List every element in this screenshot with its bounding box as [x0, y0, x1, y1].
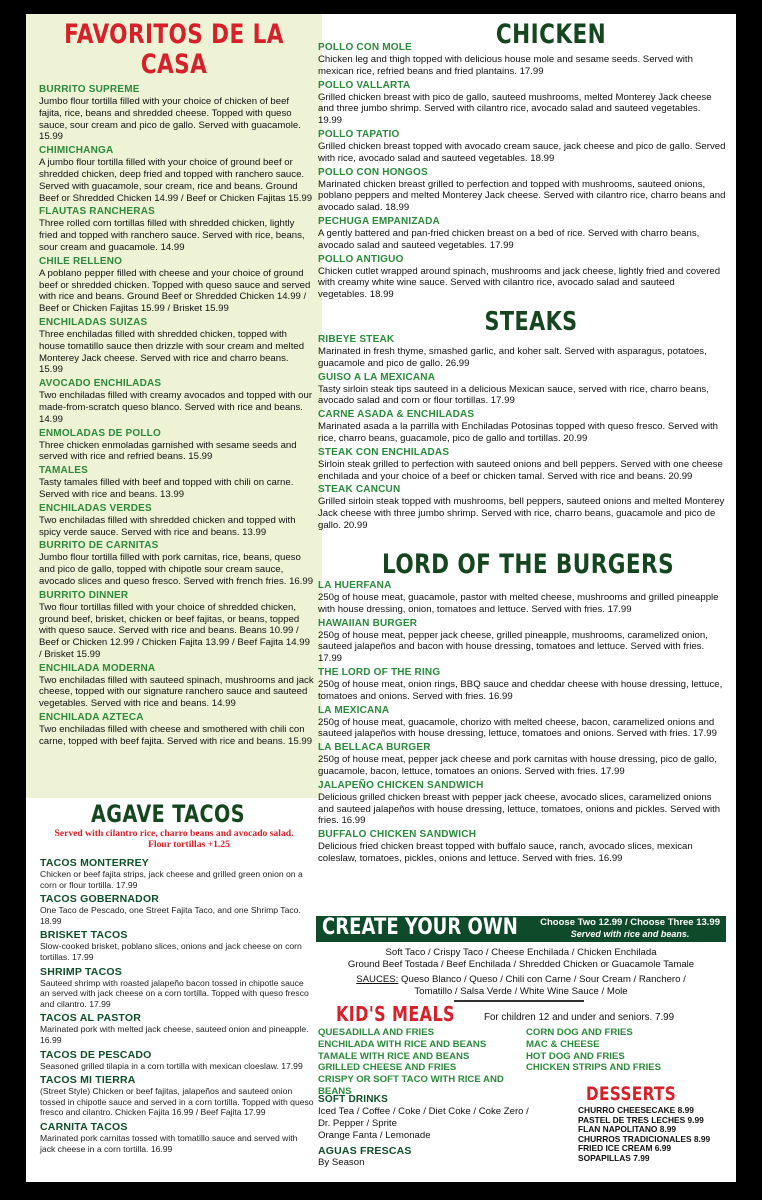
- menu-item: [318, 484, 726, 531]
- create-prices: Choose Two 12.99 / Choose Three 13.99: [540, 917, 720, 928]
- menu-item-description: A jumbo flour tortilla filled with your choice of ground beef or shredded chicken, deep fried and topped with ranchero sauce. Served with guacamole, sour cream, rice and beans. Ground Beef or Shredded Chicken 14.99 / Beef or Chicken Fajitas 15.99: [39, 157, 313, 204]
- drink-line: Dr. Pepper / Sprite: [318, 1117, 397, 1129]
- menu-item-name: CARNE ASADA & ENCHILADAS: [318, 409, 475, 421]
- burgers-title: LORD OF THE BURGERS: [381, 549, 675, 580]
- menu-item: [318, 580, 726, 616]
- dessert-item: FLAN NAPOLITANO 8.99: [578, 1124, 677, 1135]
- create-options-line2: Ground Beef Tostada / Beef Enchilada / Shredded Chicken or Guacamole Tamale: [347, 959, 695, 970]
- menu-item-name: JALAPEÑO CHICKEN SANDWICH: [318, 779, 484, 791]
- menu-item-description: Marinated pork with melted jack cheese, sauteed onion and pineapple. 16.99: [40, 1024, 309, 1045]
- menu-item-name: STEAK CANCUN: [318, 484, 401, 496]
- menu-item: [318, 254, 726, 301]
- menu-item-description: (Street Style) Chicken or beef fajitas, jalapeños and sauteed onion tossed in chipotle sauce and served in a corn tortilla. Topped with queso fresco and cilantro. Chicken Fajita 16.99 / Beef Fajita 17.99: [40, 1086, 314, 1118]
- kids-meal-item: CRISPY OR SOFT TACO WITH RICE AND BEANS: [318, 1074, 504, 1097]
- menu-item-description: Jumbo flour tortilla filled with pork carnitas, rice, beans, queso and pico de gallo, topped with chipotle sour cream sauce, avocado slices and queso fresco. Served with french fries. 16.99: [39, 552, 314, 587]
- menu-item-name: BURRITO DINNER: [39, 589, 129, 601]
- menu-item-description: Grilled chicken breast with pico de gallo, sauteed mushrooms, melted Monterey Jack cheese and three jumbo shrimp. Served with cilantro rice, avocado salad and sauteed vegetables. 19.99: [318, 91, 712, 127]
- menu-item-description: Two enchiladas filled with creamy avocados and topped with our made-from-scratch queso blanco. Served with rice and beans. 14.99: [39, 390, 313, 425]
- menu-item-name: POLLO TAPATIO: [318, 128, 400, 140]
- drink-line: Orange Fanta / Lemonade: [318, 1129, 431, 1141]
- kids-title-wrap: [336, 1002, 485, 1026]
- menu-item-description: Marinated in fresh thyme, smashed garlic, and koher salt. Served with asparagus, potatoes, guacamole and pico de gallo. 26.99: [318, 346, 707, 369]
- menu-item-description: 250g of house meat, guacamole, pastor with melted cheese, mushrooms and grilled pineapple with house dressing, onion, tomatoes and lettuce. Served with fries. 17.99: [318, 592, 719, 615]
- menu-item-description: Chicken leg and thigh topped with delicious house mole and sesame seeds. Served with mexican rice, refried beans and fried plantains. 17.99: [318, 54, 693, 77]
- menu-item: [40, 893, 314, 926]
- menu-item: [318, 780, 726, 827]
- favoritos-section: [26, 14, 322, 798]
- menu-item-name: FLAUTAS RANCHERAS: [39, 206, 155, 218]
- menu-item-description: Delicious grilled chicken breast with pepper jack cheese, avocado slices, caramelized onions and sauteed jalapeños with house dressing, lettuce, tomatoes, onions and pickles. Served with fries. 16.99: [318, 791, 721, 827]
- menu-item: [40, 966, 314, 1010]
- menu-item-name: GUISO A LA MEXICANA: [318, 371, 436, 383]
- menu-item-description: Two enchiladas filled with cheese and smothered with chili con carne, topped with beef fajita. Served with rice and beans. 15.99: [39, 724, 313, 747]
- menu-item: [318, 80, 726, 127]
- menu-item-name: AVOCADO ENCHILADAS: [39, 378, 162, 390]
- steaks-section: [316, 308, 726, 532]
- kids-meal-item: QUESADILLA AND FRIES: [318, 1027, 435, 1038]
- desserts-section: [578, 1082, 728, 1164]
- menu-item-name: POLLO VALLARTA: [318, 79, 411, 91]
- menu-item: [40, 857, 314, 890]
- menu-item-description: Marinated asada a la parrilla with Enchiladas Potosinas topped with queso fresco. Served with rice, charro beans, guacamole, pico de gallo and tortillas. 20.99: [318, 421, 718, 444]
- menu-item-description: Two enchiladas filled with sauteed spinach, mushrooms and jack cheese, topped with our signature ranchero sauce and sauteed vegetables. Served with rice and beans. 14.99: [39, 674, 314, 710]
- menu-item: [318, 447, 726, 483]
- tacos-subtitle: Served with cilantro rice, charro beans and avocado salad.: [54, 828, 294, 839]
- menu-item-description: Seasoned grilled tilapia in a corn tortilla with mexican cloeslaw. 17.99: [40, 1060, 303, 1071]
- menu-item: [318, 705, 726, 741]
- menu-item-name: LA MEXICANA: [318, 704, 390, 716]
- menu-item-name: BRISKET TACOS: [40, 929, 128, 942]
- create-your-own-bar: [316, 916, 726, 942]
- menu-item-description: Marinated pork carnitas tossed with tomatillo sauce and served with jack cheese in a corn tortilla. 16.99: [40, 1132, 298, 1154]
- menu-item-description: Grilled chicken breast topped with avocado cream sauce, jack cheese and pico de gallo. Served with rice, avocado salad and sauteed vegetables. 18.99: [318, 140, 726, 164]
- menu-page: [26, 14, 736, 1182]
- drinks-lines: [318, 1106, 578, 1141]
- tacos-note: Flour tortillas +1.25: [148, 839, 230, 850]
- favoritos-list: [26, 84, 322, 748]
- right-column: [316, 14, 736, 1182]
- menu-item-name: POLLO CON MOLE: [318, 42, 412, 53]
- tacos-list: [26, 850, 322, 1154]
- create-sauces-line1-wrap: [316, 974, 726, 986]
- create-options-line1: Soft Taco / Crispy Taco / Cheese Enchilada / Chicken Enchilada: [385, 947, 657, 958]
- drinks-title: SOFT DRINKS: [318, 1094, 388, 1105]
- menu-item-description: Three rolled corn tortillas filled with shredded chicken, lightly fried and topped with ranchero sauce. Served with rice, beans, sour cream and guacamole. 14.99: [39, 218, 305, 253]
- menu-item: [318, 216, 726, 252]
- kids-meal-item: CHICKEN STRIPS AND FRIES: [526, 1062, 662, 1074]
- desserts-title: DESSERTS: [586, 1083, 677, 1105]
- aguas-title: AGUAS FRESCAS: [318, 1145, 412, 1158]
- menu-item-description: Sirloin steak grilled to perfection with sauteed onions and bell peppers. Served with one cheese enchilada and your choice of a beef or chicken tamal. Served with rice and beans. 20.99: [318, 458, 723, 482]
- menu-item: [318, 129, 726, 165]
- menu-item: [39, 663, 314, 710]
- drink-line: Iced Tea / Coffee / Coke / Diet Coke / Coke Zero /: [318, 1106, 529, 1117]
- menu-item-name: RIBEYE STEAK: [318, 334, 395, 345]
- menu-item-description: 250g of house meat, pepper jack cheese, grilled pineapple, mushrooms, caramelized onion, sauteed jalapeños and bacon with house dressing, tomatoes and lettuce. Served with fries. 17.99: [318, 629, 708, 665]
- menu-item: [39, 378, 314, 425]
- menu-item: [39, 206, 314, 253]
- menu-item-name: LA HUERFANA: [318, 580, 392, 591]
- menu-item: [40, 929, 314, 962]
- menu-item-description: Chicken or beef fajita strips, jack cheese and grilled green onion on a corn or flour tortilla. 17.99: [40, 869, 303, 890]
- dessert-item: CHURROS TRADICIONALES 8.99: [578, 1133, 711, 1144]
- menu-item-description: 250g of house meat, guacamole, chorizo with melted cheese, bacon, caramelized onions and sauteed jalapeños with house dressing, lettuce, tomatoes and onions. Served with fries. 17.99: [318, 716, 717, 740]
- burgers-section: [316, 550, 726, 865]
- menu-item: [39, 256, 314, 315]
- menu-item-description: Chicken cutlet wrapped around spinach, mushrooms and jack cheese, lightly fried and covered with creamy white wine sauce. Served with cilantro rice, avocado salad and sauteed vegetables. 18.99: [318, 265, 721, 301]
- menu-item: [39, 590, 314, 661]
- menu-item-name: TACOS MONTERREY: [40, 857, 149, 869]
- menu-item: [40, 1049, 314, 1072]
- menu-item: [39, 84, 314, 143]
- menu-item-name: STEAK CON ENCHILADAS: [318, 446, 450, 458]
- menu-item-description: Three chicken enmoladas garnished with sesame seeds and served with rice and refried beans. 15.99: [39, 439, 297, 463]
- menu-item-name: CHILE RELLENO: [39, 255, 123, 267]
- create-title: CREATE YOUR OWN: [322, 915, 518, 940]
- menu-item-name: TACOS MI TIERRA: [40, 1074, 136, 1087]
- menu-item-name: PECHUGA EMPANIZADA: [318, 215, 440, 227]
- menu-item-name: TACOS DE PESCADO: [40, 1048, 152, 1061]
- menu-item-description: Jumbo flour tortilla filled with your choice of chicken of beef fajita, rice, beans and shredded cheese. Topped with queso sauce, sour cream and pico de gallo. Served with guacamole. 15.99: [39, 96, 301, 143]
- chicken-title: CHICKEN: [495, 19, 607, 50]
- create-sauces-line1: Queso Blanco / Queso / Chili con Carne / Sour Cream / Ranchero /: [401, 974, 686, 985]
- kids-meal-item: TAMALE WITH RICE AND BEANS: [318, 1050, 470, 1062]
- menu-item-description: Tasty sirloin steak tips sauteed in a delicious Mexican sauce, served with rice, charro beans, avocado salad and corn or flour tortillas. 17.99: [318, 383, 709, 407]
- menu-item-name: TACOS GOBERNADOR: [40, 893, 160, 906]
- menu-item-description: One Taco de Pescado, one Street Fajita Taco, and one Shrimp Taco. 18.99: [40, 905, 301, 926]
- menu-item-name: POLLO ANTIGUO: [318, 253, 404, 265]
- desserts-list: [578, 1106, 728, 1164]
- dessert-item: PASTEL DE TRES LECHES 9.99: [578, 1114, 704, 1125]
- menu-item-name: ENMOLADAS DE POLLO: [39, 427, 161, 439]
- kids-title: KID'S MEALS: [336, 1002, 455, 1026]
- menu-item-name: BUFFALO CHICKEN SANDWICH: [318, 829, 477, 841]
- menu-item-description: 250g of house meat, onion rings, BBQ sauce and cheddar cheese with house dressing, lettuce, tomatoes and onions. Served with fries. 16.99: [318, 678, 723, 702]
- menu-item-description: 250g of house meat, pepper jack cheese and pork carnitas with house dressing, pico de gallo, guacamole, bacon, lettuce, tomatoes an onions. Served with fries. 17.99: [318, 754, 717, 777]
- kids-note: For children 12 and under and seniors. 7.99: [484, 1012, 675, 1023]
- menu-item: [318, 409, 726, 445]
- kids-meal-item: MAC & CHEESE: [526, 1038, 600, 1050]
- menu-item-description: Tasty tamales filled with beef and topped with chili on carne. Served with rice and beans. 13.99: [39, 477, 294, 500]
- menu-item: [318, 334, 726, 370]
- menu-item: [40, 1012, 314, 1045]
- burgers-list: [316, 580, 726, 865]
- tacos-section: [26, 798, 322, 1157]
- menu-item-name: BURRITO DE CARNITAS: [39, 540, 159, 552]
- menu-item-name: ENCHILADAS SUIZAS: [39, 316, 148, 328]
- menu-item-description: Marinated chicken breast grilled to perfection and topped with mushrooms, sauteed onions, poblano peppers and melted Monterey Jack cheese. Served with cilantro rice, charro beans and avocado salad. 18.99: [318, 178, 726, 214]
- create-prices-block: [540, 918, 720, 939]
- menu-item: [318, 829, 726, 865]
- create-sauces-line2: Tomatillo / Salsa Verde / White Wine Sauce / Mole: [414, 986, 628, 997]
- chicken-list: [316, 42, 726, 301]
- kids-meal-item: ENCHILADA WITH RICE AND BEANS: [318, 1038, 487, 1050]
- menu-item-name: TACOS AL PASTOR: [40, 1012, 142, 1025]
- steaks-title: STEAKS: [484, 307, 578, 337]
- menu-item-name: HAWAIIAN BURGER: [318, 617, 418, 629]
- menu-item-name: POLLO CON HONGOS: [318, 166, 428, 178]
- menu-item-name: ENCHILADA AZTECA: [39, 712, 144, 724]
- drinks-section: [318, 1092, 578, 1169]
- menu-item: [39, 317, 314, 376]
- dessert-item: SOPAPILLAS 7.99: [578, 1152, 650, 1163]
- menu-item-description: Three enchiladas filled with shredded chicken, topped with house tomatillo sauce then drizzle with sour cream and melted Monterey Jack cheese. Served with rice and charro beans. 15.99: [39, 328, 305, 376]
- menu-item: [39, 145, 314, 204]
- kids-meal-item: HOT DOG AND FRIES: [526, 1050, 625, 1062]
- create-options: [316, 947, 726, 998]
- kids-meal-item: CORN DOG AND FRIES: [526, 1027, 633, 1038]
- menu-item: [39, 712, 314, 748]
- menu-item-name: CHIMICHANGA: [39, 145, 114, 157]
- menu-item-name: ENCHILADAS VERDES: [39, 502, 152, 514]
- menu-item-name: LA BELLACA BURGER: [318, 742, 431, 754]
- create-served: Served with rice and beans.: [570, 928, 690, 939]
- menu-item-description: A gently battered and pan-fried chicken breast on a bed of rice. Served with charro beans, avocado salad and sauteed vegetables. 17.99: [318, 227, 700, 251]
- favoritos-title: FAVORITOS DE LA CASA: [64, 19, 284, 80]
- menu-item-description: Two enchiladas filled with shredded chicken and topped with spicy verde sauce. Served with rice and beans. 13.99: [39, 514, 296, 538]
- menu-item: [318, 372, 726, 408]
- menu-item: [39, 540, 314, 587]
- menu-item-name: THE LORD OF THE RING: [318, 666, 441, 678]
- kids-list-right: [526, 1027, 726, 1074]
- menu-item-name: CARNITA TACOS: [40, 1120, 128, 1133]
- kids-meal-item: GRILLED CHEESE AND FRIES: [318, 1062, 457, 1074]
- menu-item-name: ENCHILADA MODERNA: [39, 662, 156, 674]
- left-column: [26, 14, 322, 1182]
- menu-item: [39, 503, 314, 539]
- aguas-desc: By Season: [318, 1157, 365, 1169]
- menu-item: [318, 618, 726, 665]
- menu-item: [39, 428, 314, 464]
- menu-item-description: Delicious fried chicken breast topped with buffalo sauce, ranch, avocado slices, mexican coleslaw, tomatoes, pickles, onions and lettuce. Served with fries. 16.99: [318, 841, 693, 864]
- menu-item: [39, 465, 314, 501]
- chicken-section: [316, 14, 726, 301]
- menu-item: [318, 742, 726, 778]
- dessert-item: CHURRO CHEESECAKE 8.99: [578, 1105, 694, 1115]
- menu-item: [318, 167, 726, 214]
- menu-item-name: TAMALES: [39, 465, 88, 477]
- dessert-item: FRIED ICE CREAM 6.99: [578, 1143, 672, 1154]
- menu-item-description: A poblano pepper filled with cheese and your choice of ground beef or shredded chicken. Topped with queso sauce and served with rice and beans. Ground Beef or Shredded Chicken 14.99 / Beef or Chicken Fajitas 15.99 / Brisket 15.99: [39, 267, 311, 315]
- menu-item-name: BURRITO SUPREME: [39, 84, 140, 95]
- menu-item-description: Sauteed shrimp with roasted jalapeño bacon tossed in chipotle sauce an served with jack cheese on a corn tortilla. Topped with queso fresco and cilantro. 17.99: [40, 977, 309, 1009]
- menu-item: [318, 667, 726, 703]
- menu-item-name: SHRIMP TACOS: [40, 965, 122, 978]
- menu-item-description: Slow-cooked brisket, poblano slices, onions and jack cheese on corn tortillas. 17.99: [40, 941, 302, 962]
- steaks-list: [316, 334, 726, 532]
- menu-item-description: Grilled sirloin steak topped with mushrooms, bell peppers, sauteed onions and melted Monterey Jack cheese with three jumbo shrimp. Served with rice, charro beans, guacamole and pico de gallo. 20.99: [318, 496, 725, 531]
- tacos-title: AGAVE TACOS: [91, 800, 245, 828]
- menu-item: [40, 1074, 314, 1118]
- sauces-label: SAUCES:: [356, 974, 399, 985]
- kids-list-left: [318, 1027, 538, 1098]
- menu-item: [40, 1121, 314, 1154]
- menu-item-description: Two flour tortillas filled with your choice of shredded chicken, ground beef, brisket, chicken or beef fajitas, or beans, topped with queso sauce. Served with rice and beans. Beans 10.99 / Beef or Chicken 12.99 / Chicken Fajita 13.99 / Beef Fajita 14.99 / Brisket 15.99: [39, 601, 310, 660]
